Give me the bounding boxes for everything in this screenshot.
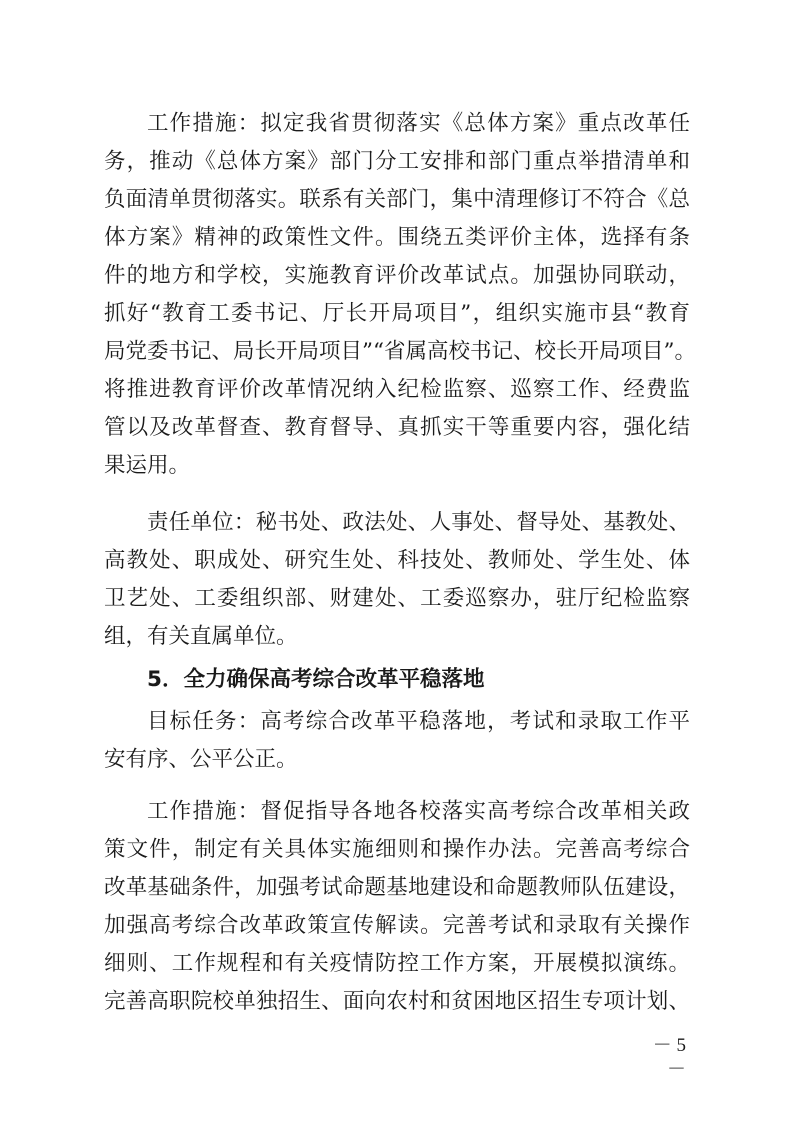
paragraph-line: 抓好“教育工委书记、厅长开局项目”，组织实施市县“教育 (104, 301, 690, 326)
paragraph-line: 果运用。 (104, 453, 191, 478)
paragraph-line: 工作措施：拟定我省贯彻落实《总体方案》重点改革任 (147, 111, 690, 136)
paragraph-line: 高教处、职成处、研究生处、科技处、教师处、学生处、体 (104, 548, 690, 573)
paragraph-line: 加强高考综合改革政策宣传解读。完善考试和录取有关操作 (104, 913, 690, 938)
paragraph-line: 管以及改革督查、教育督导、真抓实干等重要内容，强化结 (104, 415, 690, 440)
page-number: － 5 － (652, 1035, 686, 1080)
section-heading: 5．全力确保高考综合改革平稳落地 (147, 667, 485, 692)
paragraph-line: 负面清单贯彻落实。联系有关部门，集中清理修订不符合《总 (104, 187, 690, 212)
paragraph-line: 件的地方和学校，实施教育评价改革试点。加强协同联动， (104, 263, 690, 288)
paragraph-line: 安有序、公平公正。 (104, 747, 298, 772)
paragraph-line: 策文件，制定有关具体实施细则和操作办法。完善高考综合 (104, 837, 690, 862)
paragraph-line: 局党委书记、局长开局项目”“省属高校书记、校长开局项目”。 (104, 339, 696, 364)
paragraph-line: 目标任务：高考综合改革平稳落地，考试和录取工作平 (147, 709, 690, 734)
paragraph-line: 改革基础条件，加强考试命题基地建设和命题教师队伍建设， (104, 875, 690, 900)
paragraph-line: 务，推动《总体方案》部门分工安排和部门重点举措清单和 (104, 149, 690, 174)
paragraph-line: 将推进教育评价改革情况纳入纪检监察、巡察工作、经费监 (104, 377, 690, 402)
paragraph-line: 卫艺处、工委组织部、财建处、工委巡察办，驻厅纪检监察 (104, 586, 690, 611)
paragraph-line: 组，有关直属单位。 (104, 624, 298, 649)
paragraph-line: 责任单位：秘书处、政法处、人事处、督导处、基教处、 (147, 510, 690, 535)
paragraph-line: 完善高职院校单独招生、面向农村和贫困地区招生专项计划、 (104, 989, 690, 1014)
paragraph-line: 细则、工作规程和有关疫情防控工作方案，开展模拟演练。 (104, 951, 690, 976)
paragraph-line: 体方案》精神的政策性文件。围绕五类评价主体，选择有条 (104, 225, 690, 250)
paragraph-line: 工作措施：督促指导各地各校落实高考综合改革相关政 (147, 799, 690, 824)
